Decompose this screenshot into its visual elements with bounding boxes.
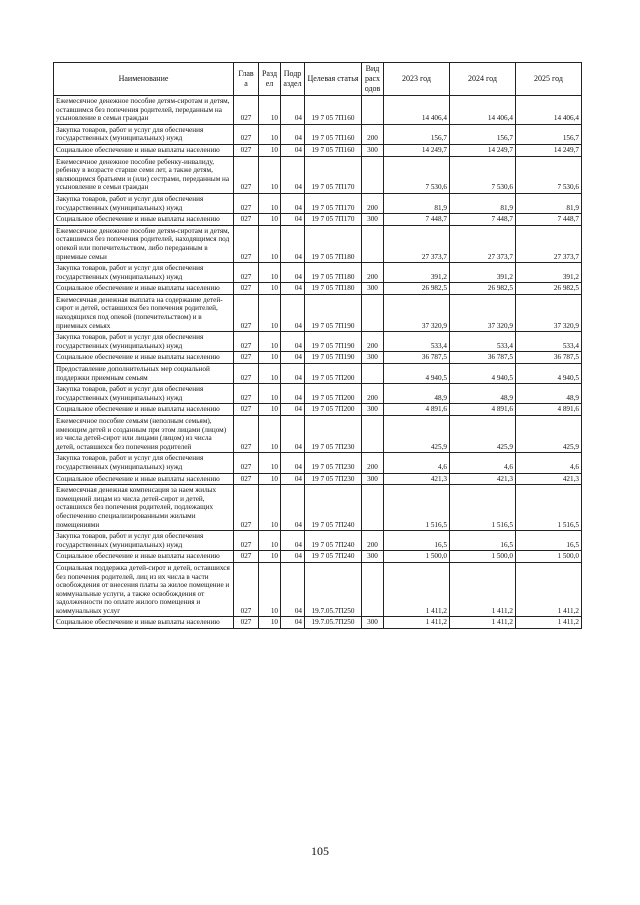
row-podrazdel: 04 — [281, 283, 305, 295]
row-vid: 200 — [362, 453, 384, 473]
row-2025: 533,4 — [516, 332, 582, 352]
row-vid: 300 — [362, 473, 384, 485]
row-podrazdel: 04 — [281, 364, 305, 384]
row-glava: 027 — [234, 551, 259, 563]
row-2025: 7 530,6 — [516, 156, 582, 193]
row-podrazdel: 04 — [281, 225, 305, 262]
row-2023: 1 500,0 — [384, 551, 450, 563]
row-name: Социальное обеспечение и иные выплаты населению — [54, 352, 234, 364]
row-2024: 7 530,6 — [450, 156, 516, 193]
row-2024: 27 373,7 — [450, 225, 516, 262]
row-target: 19 7 05 7П230 — [305, 453, 362, 473]
row-2025: 14 249,7 — [516, 144, 582, 156]
row-2025: 4 891,6 — [516, 404, 582, 416]
table-row — [54, 473, 582, 485]
header-2023: 2023 год — [384, 63, 450, 96]
row-target: 19 7 05 7П170 — [305, 214, 362, 226]
row-vid: 200 — [362, 263, 384, 283]
row-glava: 027 — [234, 473, 259, 485]
row-2023: 26 982,5 — [384, 283, 450, 295]
row-target: 19 7 05 7П190 — [305, 352, 362, 364]
row-vid: 300 — [362, 617, 384, 629]
row-podrazdel: 04 — [281, 156, 305, 193]
table-body — [54, 96, 582, 629]
table-row — [54, 352, 582, 364]
row-razdel: 10 — [259, 294, 281, 331]
row-2023: 421,3 — [384, 473, 450, 485]
row-name: Социальное обеспечение и иные выплаты населению — [54, 551, 234, 563]
row-glava: 027 — [234, 562, 259, 617]
row-2024: 37 320,9 — [450, 294, 516, 331]
row-glava: 027 — [234, 531, 259, 551]
row-2025: 4,6 — [516, 453, 582, 473]
row-2024: 391,2 — [450, 263, 516, 283]
row-2025: 81,9 — [516, 193, 582, 213]
row-razdel: 10 — [259, 364, 281, 384]
row-target: 19 7 05 7П190 — [305, 294, 362, 331]
row-2023: 14 249,7 — [384, 144, 450, 156]
row-razdel: 10 — [259, 384, 281, 404]
row-target: 19 7 05 7П200 — [305, 364, 362, 384]
row-glava: 027 — [234, 485, 259, 531]
row-vid — [362, 562, 384, 617]
table-row — [54, 332, 582, 352]
row-vid: 300 — [362, 551, 384, 563]
row-vid: 300 — [362, 144, 384, 156]
row-razdel: 10 — [259, 225, 281, 262]
header-2024: 2024 год — [450, 63, 516, 96]
row-vid — [362, 416, 384, 453]
row-2023: 48,9 — [384, 384, 450, 404]
row-name: Ежемесячная денежная выплата на содержание детей-сирот и детей, оставшихся без попечения родителей, находящихся под опекой (попечительством) и в приемных семьях — [54, 294, 234, 331]
row-vid: 300 — [362, 352, 384, 364]
table-row — [54, 485, 582, 531]
row-name: Ежемесячная денежная компенсация за наем жилых помещений лицам из числа детей-сирот и детей, оставшихся без попечения родителей, подлежащих обеспечению специализированными жилыми помещениями — [54, 485, 234, 531]
row-2023: 1 411,2 — [384, 617, 450, 629]
row-target: 19 7 05 7П180 — [305, 263, 362, 283]
row-podrazdel: 04 — [281, 531, 305, 551]
row-glava: 027 — [234, 364, 259, 384]
row-2023: 4,6 — [384, 453, 450, 473]
row-2024: 533,4 — [450, 332, 516, 352]
table-row — [54, 416, 582, 453]
row-razdel: 10 — [259, 404, 281, 416]
page-number: 105 — [311, 844, 329, 858]
header-name: Наименование — [54, 63, 234, 96]
row-name: Закупка товаров, работ и услуг для обеспечения государственных (муниципальных) нужд — [54, 531, 234, 551]
row-glava: 027 — [234, 283, 259, 295]
row-2023: 27 373,7 — [384, 225, 450, 262]
row-glava: 027 — [234, 352, 259, 364]
row-name: Предоставление дополнительных мер социальной поддержки приемным семьям — [54, 364, 234, 384]
row-2023: 81,9 — [384, 193, 450, 213]
row-razdel: 10 — [259, 144, 281, 156]
row-podrazdel: 04 — [281, 485, 305, 531]
row-vid: 200 — [362, 332, 384, 352]
table-row — [54, 404, 582, 416]
row-vid — [362, 96, 384, 125]
row-2023: 14 406,4 — [384, 96, 450, 125]
row-target: 19 7 05 7П160 — [305, 96, 362, 125]
row-2025: 48,9 — [516, 384, 582, 404]
row-razdel: 10 — [259, 193, 281, 213]
table-row — [54, 283, 582, 295]
row-2025: 14 406,4 — [516, 96, 582, 125]
row-glava: 027 — [234, 214, 259, 226]
row-2025: 425,9 — [516, 416, 582, 453]
row-vid — [362, 364, 384, 384]
row-target: 19 7 05 7П170 — [305, 156, 362, 193]
row-name: Закупка товаров, работ и услуг для обеспечения государственных (муниципальных) нужд — [54, 263, 234, 283]
row-2023: 4 891,6 — [384, 404, 450, 416]
row-name: Ежемесячное денежное пособие детям-сиротам и детям, оставшимся без попечения родителей, переданным на усыновление в семьи граждан — [54, 96, 234, 125]
row-podrazdel: 04 — [281, 617, 305, 629]
row-glava: 027 — [234, 193, 259, 213]
table-row — [54, 214, 582, 226]
table-row — [54, 96, 582, 125]
row-vid: 200 — [362, 384, 384, 404]
header-podrazdel: Подр аздел — [281, 63, 305, 96]
row-razdel: 10 — [259, 124, 281, 144]
row-2024: 421,3 — [450, 473, 516, 485]
row-2025: 36 787,5 — [516, 352, 582, 364]
row-podrazdel: 04 — [281, 404, 305, 416]
row-2023: 16,5 — [384, 531, 450, 551]
row-2024: 156,7 — [450, 124, 516, 144]
row-target: 19 7 05 7П190 — [305, 332, 362, 352]
row-2023: 1 516,5 — [384, 485, 450, 531]
row-glava: 027 — [234, 384, 259, 404]
row-2024: 16,5 — [450, 531, 516, 551]
row-glava: 027 — [234, 617, 259, 629]
row-razdel: 10 — [259, 352, 281, 364]
table-row — [54, 193, 582, 213]
row-target: 19 7 05 7П180 — [305, 225, 362, 262]
row-2025: 1 411,2 — [516, 562, 582, 617]
table-row — [54, 294, 582, 331]
table-header-row — [54, 63, 582, 96]
row-vid — [362, 225, 384, 262]
row-name: Социальное обеспечение и иные выплаты населению — [54, 617, 234, 629]
row-2024: 36 787,5 — [450, 352, 516, 364]
row-glava: 027 — [234, 332, 259, 352]
row-podrazdel: 04 — [281, 144, 305, 156]
header-razdel: Разд ел — [259, 63, 281, 96]
row-name: Закупка товаров, работ и услуг для обеспечения государственных (муниципальных) нужд — [54, 124, 234, 144]
row-vid — [362, 156, 384, 193]
row-glava: 027 — [234, 453, 259, 473]
row-glava: 027 — [234, 294, 259, 331]
row-target: 19 7 05 7П230 — [305, 473, 362, 485]
row-2023: 4 940,5 — [384, 364, 450, 384]
row-podrazdel: 04 — [281, 384, 305, 404]
row-2024: 4 940,5 — [450, 364, 516, 384]
row-name: Социальное обеспечение и иные выплаты населению — [54, 473, 234, 485]
row-2023: 37 320,9 — [384, 294, 450, 331]
row-name: Ежемесячное денежное пособие детям-сиротам и детям, оставшимся без попечения родителей, находящимся под опекой или попечительством, либо переданным в приемные семьи — [54, 225, 234, 262]
row-razdel: 10 — [259, 156, 281, 193]
row-target: 19.7.05.7П250 — [305, 617, 362, 629]
row-2023: 1 411,2 — [384, 562, 450, 617]
row-glava: 027 — [234, 96, 259, 125]
row-2024: 48,9 — [450, 384, 516, 404]
row-razdel: 10 — [259, 617, 281, 629]
row-target: 19 7 05 7П240 — [305, 485, 362, 531]
row-target: 19 7 05 7П230 — [305, 416, 362, 453]
row-2024: 14 406,4 — [450, 96, 516, 125]
row-2024: 1 411,2 — [450, 617, 516, 629]
row-vid — [362, 294, 384, 331]
row-2025: 391,2 — [516, 263, 582, 283]
row-2024: 1 516,5 — [450, 485, 516, 531]
table-row — [54, 562, 582, 617]
row-2023: 425,9 — [384, 416, 450, 453]
row-podrazdel: 04 — [281, 453, 305, 473]
row-razdel: 10 — [259, 562, 281, 617]
row-glava: 027 — [234, 416, 259, 453]
row-podrazdel: 04 — [281, 96, 305, 125]
row-razdel: 10 — [259, 485, 281, 531]
row-razdel: 10 — [259, 473, 281, 485]
row-name: Ежемесячное денежное пособие ребенку-инвалиду, ребенку в возрасте старше семи лет, а также детям, являющимся братьями и (или) сестрами, переданным на усыновление в семьи граждан — [54, 156, 234, 193]
row-glava: 027 — [234, 263, 259, 283]
row-2025: 1 411,2 — [516, 617, 582, 629]
row-2023: 533,4 — [384, 332, 450, 352]
row-target: 19 7 05 7П240 — [305, 551, 362, 563]
header-2025: 2025 год — [516, 63, 582, 96]
row-name: Социальное обеспечение и иные выплаты населению — [54, 283, 234, 295]
table-row — [54, 144, 582, 156]
table-row — [54, 617, 582, 629]
header-glava: Глав а — [234, 63, 259, 96]
row-target: 19.7.05.7П250 — [305, 562, 362, 617]
header-vid: Вид расх одов — [362, 63, 384, 96]
row-name: Социальное обеспечение и иные выплаты населению — [54, 214, 234, 226]
row-name: Социальная поддержка детей-сирот и детей, оставшихся без попечения родителей, лиц из их числа в части освобождения от внесения платы за жилое помещение и коммунальные услуги, а также освобождения от задолженности по оплате жилого помещения и коммунальных услуг — [54, 562, 234, 617]
row-name: Социальное обеспечение и иные выплаты населению — [54, 144, 234, 156]
row-name: Закупка товаров, работ и услуг для обеспечения государственных (муниципальных) нужд — [54, 453, 234, 473]
row-2023: 7 530,6 — [384, 156, 450, 193]
row-2024: 1 411,2 — [450, 562, 516, 617]
table-row — [54, 156, 582, 193]
row-2025: 27 373,7 — [516, 225, 582, 262]
row-glava: 027 — [234, 144, 259, 156]
row-vid: 200 — [362, 531, 384, 551]
row-vid: 200 — [362, 124, 384, 144]
row-glava: 027 — [234, 404, 259, 416]
row-2025: 421,3 — [516, 473, 582, 485]
row-2024: 14 249,7 — [450, 144, 516, 156]
row-podrazdel: 04 — [281, 332, 305, 352]
budget-table — [53, 62, 582, 629]
row-razdel: 10 — [259, 453, 281, 473]
table-row — [54, 263, 582, 283]
row-2025: 37 320,9 — [516, 294, 582, 331]
row-target: 19 7 05 7П160 — [305, 124, 362, 144]
row-2024: 7 448,7 — [450, 214, 516, 226]
row-2023: 7 448,7 — [384, 214, 450, 226]
row-2025: 1 500,0 — [516, 551, 582, 563]
row-glava: 027 — [234, 225, 259, 262]
row-2025: 16,5 — [516, 531, 582, 551]
row-2025: 7 448,7 — [516, 214, 582, 226]
row-name: Закупка товаров, работ и услуг для обеспечения государственных (муниципальных) нужд — [54, 384, 234, 404]
row-podrazdel: 04 — [281, 294, 305, 331]
row-podrazdel: 04 — [281, 551, 305, 563]
table-row — [54, 453, 582, 473]
row-target: 19 7 05 7П160 — [305, 144, 362, 156]
row-2023: 36 787,5 — [384, 352, 450, 364]
row-podrazdel: 04 — [281, 416, 305, 453]
table-row — [54, 124, 582, 144]
row-podrazdel: 04 — [281, 214, 305, 226]
row-razdel: 10 — [259, 332, 281, 352]
row-razdel: 10 — [259, 416, 281, 453]
row-podrazdel: 04 — [281, 193, 305, 213]
row-podrazdel: 04 — [281, 473, 305, 485]
row-target: 19 7 05 7П180 — [305, 283, 362, 295]
row-target: 19 7 05 7П200 — [305, 404, 362, 416]
row-target: 19 7 05 7П170 — [305, 193, 362, 213]
row-vid: 300 — [362, 283, 384, 295]
table-row — [54, 364, 582, 384]
row-glava: 027 — [234, 156, 259, 193]
header-target: Целевая статья — [305, 63, 362, 96]
table-row — [54, 551, 582, 563]
row-2025: 4 940,5 — [516, 364, 582, 384]
row-2024: 4,6 — [450, 453, 516, 473]
row-name: Ежемесячное пособие семьям (неполным семьям), имеющим детей и созданным при этом лицами (лицом) из числа детей-сирот или лицами (лицом) из числа детей, оставшихся без попечения родителей — [54, 416, 234, 453]
table-row — [54, 384, 582, 404]
row-podrazdel: 04 — [281, 352, 305, 364]
row-vid — [362, 485, 384, 531]
row-2025: 156,7 — [516, 124, 582, 144]
table-row — [54, 225, 582, 262]
row-vid: 300 — [362, 404, 384, 416]
row-razdel: 10 — [259, 551, 281, 563]
row-2024: 26 982,5 — [450, 283, 516, 295]
row-podrazdel: 04 — [281, 124, 305, 144]
row-2025: 1 516,5 — [516, 485, 582, 531]
row-glava: 027 — [234, 124, 259, 144]
row-name: Закупка товаров, работ и услуг для обеспечения государственных (муниципальных) нужд — [54, 332, 234, 352]
row-2025: 26 982,5 — [516, 283, 582, 295]
row-vid: 200 — [362, 193, 384, 213]
row-2024: 1 500,0 — [450, 551, 516, 563]
row-2023: 156,7 — [384, 124, 450, 144]
row-2024: 4 891,6 — [450, 404, 516, 416]
row-vid: 300 — [362, 214, 384, 226]
row-razdel: 10 — [259, 96, 281, 125]
row-razdel: 10 — [259, 263, 281, 283]
row-name: Закупка товаров, работ и услуг для обеспечения государственных (муниципальных) нужд — [54, 193, 234, 213]
table-row — [54, 531, 582, 551]
row-razdel: 10 — [259, 283, 281, 295]
row-target: 19 7 05 7П200 — [305, 384, 362, 404]
row-2024: 81,9 — [450, 193, 516, 213]
row-podrazdel: 04 — [281, 263, 305, 283]
row-target: 19 7 05 7П240 — [305, 531, 362, 551]
row-podrazdel: 04 — [281, 562, 305, 617]
row-2023: 391,2 — [384, 263, 450, 283]
row-name: Социальное обеспечение и иные выплаты населению — [54, 404, 234, 416]
row-2024: 425,9 — [450, 416, 516, 453]
row-razdel: 10 — [259, 531, 281, 551]
row-razdel: 10 — [259, 214, 281, 226]
